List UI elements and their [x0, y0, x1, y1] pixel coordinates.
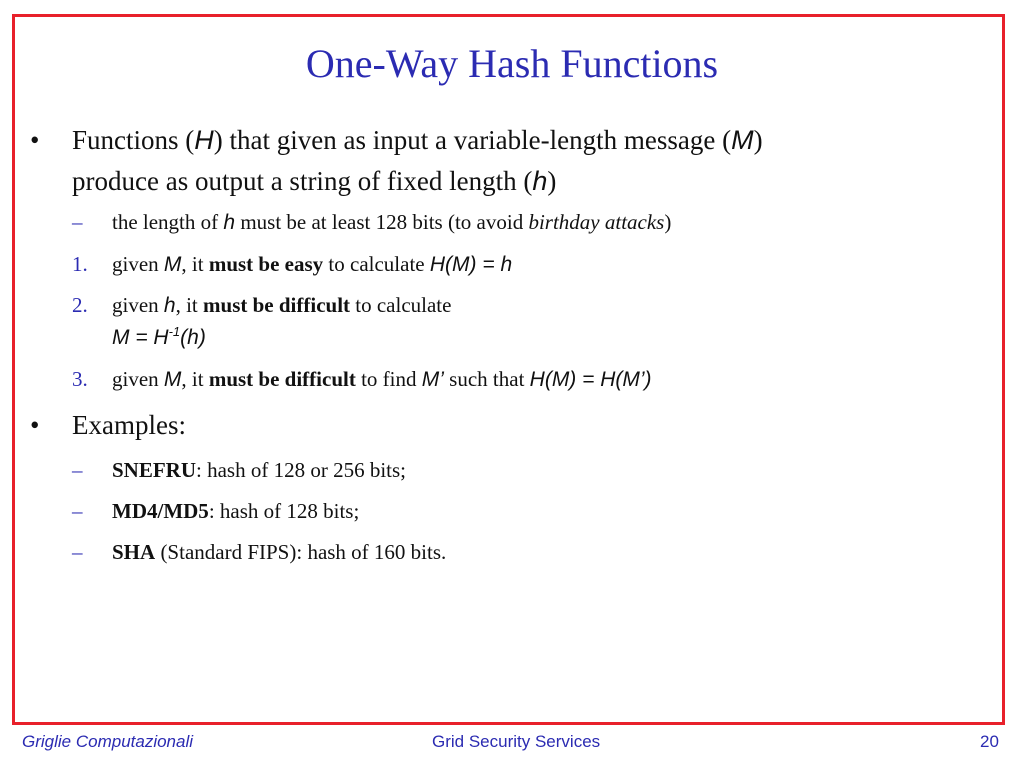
bullet-marker: • [30, 125, 40, 155]
text-segment: : hash of 128 or 256 bits; [196, 458, 407, 482]
superscript: -1 [168, 324, 181, 339]
bullet-functions-line1 [72, 119, 763, 161]
text-segment: to calculate [323, 252, 430, 276]
text-segment: Functions ( [72, 125, 195, 155]
bold-phrase: must be difficult [203, 293, 351, 317]
page-number: 20 [980, 732, 999, 751]
number-3: 3. [72, 367, 88, 391]
numbered-item-3 [112, 364, 652, 395]
example-md4-md5 [112, 496, 359, 526]
sub-length [112, 207, 671, 238]
text-segment: given [112, 252, 164, 276]
text-segment: ) [753, 125, 763, 155]
text-segment: ) [547, 166, 557, 196]
bold-phrase: SNEFRU [112, 458, 197, 482]
dash-marker: – [72, 458, 83, 482]
footer-left: Griglie Computazionali [22, 732, 194, 751]
slide-title: One-Way Hash Functions [305, 41, 719, 86]
example-sha [112, 537, 446, 567]
bold-phrase: SHA [112, 540, 156, 564]
dash-marker: – [72, 210, 83, 234]
text-segment: must be at least 128 bits (to avoid [235, 210, 529, 234]
numbered-item-2-formula [112, 323, 206, 353]
dash-marker: – [72, 540, 83, 564]
text-segment: : hash of 128 bits; [208, 499, 360, 523]
var-h: h [532, 166, 548, 196]
text-segment: the length of [112, 210, 224, 234]
number-1: 1. [72, 252, 88, 276]
var-M: M [731, 125, 754, 155]
bullet-examples: Examples: [72, 410, 186, 440]
var-H: H [194, 125, 214, 155]
text-segment: to find [355, 367, 422, 391]
text-segment: to calculate [350, 293, 452, 317]
bold-phrase: must be easy [208, 252, 324, 276]
var-M: M [163, 368, 182, 391]
formula: (h) [180, 326, 206, 349]
numbered-item-1 [112, 249, 512, 280]
formula: M = H [112, 326, 169, 349]
text-segment: given [112, 293, 164, 317]
text-segment: ) that given as input a variable-length message ( [213, 125, 732, 155]
var-M: M [163, 253, 182, 276]
text-segment: , it [181, 252, 209, 276]
text-segment: given [112, 367, 164, 391]
numbered-item-2 [112, 290, 451, 321]
formula: H(M) = h [429, 253, 513, 276]
text-segment: ) [664, 210, 672, 234]
example-snefru [112, 455, 406, 485]
var-h: h [223, 211, 236, 234]
dash-marker: – [72, 499, 83, 523]
formula: H(M) = H(M’) [529, 368, 652, 391]
footer-center: Grid Security Services [432, 732, 601, 751]
bullet-marker: • [30, 410, 40, 440]
text-segment: , it [181, 367, 209, 391]
var-M-prime: M’ [421, 368, 444, 391]
bullet-functions-line2 [72, 160, 556, 202]
bold-phrase: must be difficult [208, 367, 356, 391]
number-2: 2. [72, 293, 88, 317]
text-segment: such that [443, 367, 530, 391]
var-h: h [163, 294, 176, 317]
emphasis-birthday-attacks: birthday attacks [528, 210, 665, 234]
text-segment: (Standard FIPS): hash of 160 bits. [155, 540, 447, 564]
text-segment: , it [175, 293, 204, 317]
bold-phrase: MD4/MD5 [112, 499, 209, 523]
text-segment: produce as output a string of fixed length ( [72, 166, 533, 196]
